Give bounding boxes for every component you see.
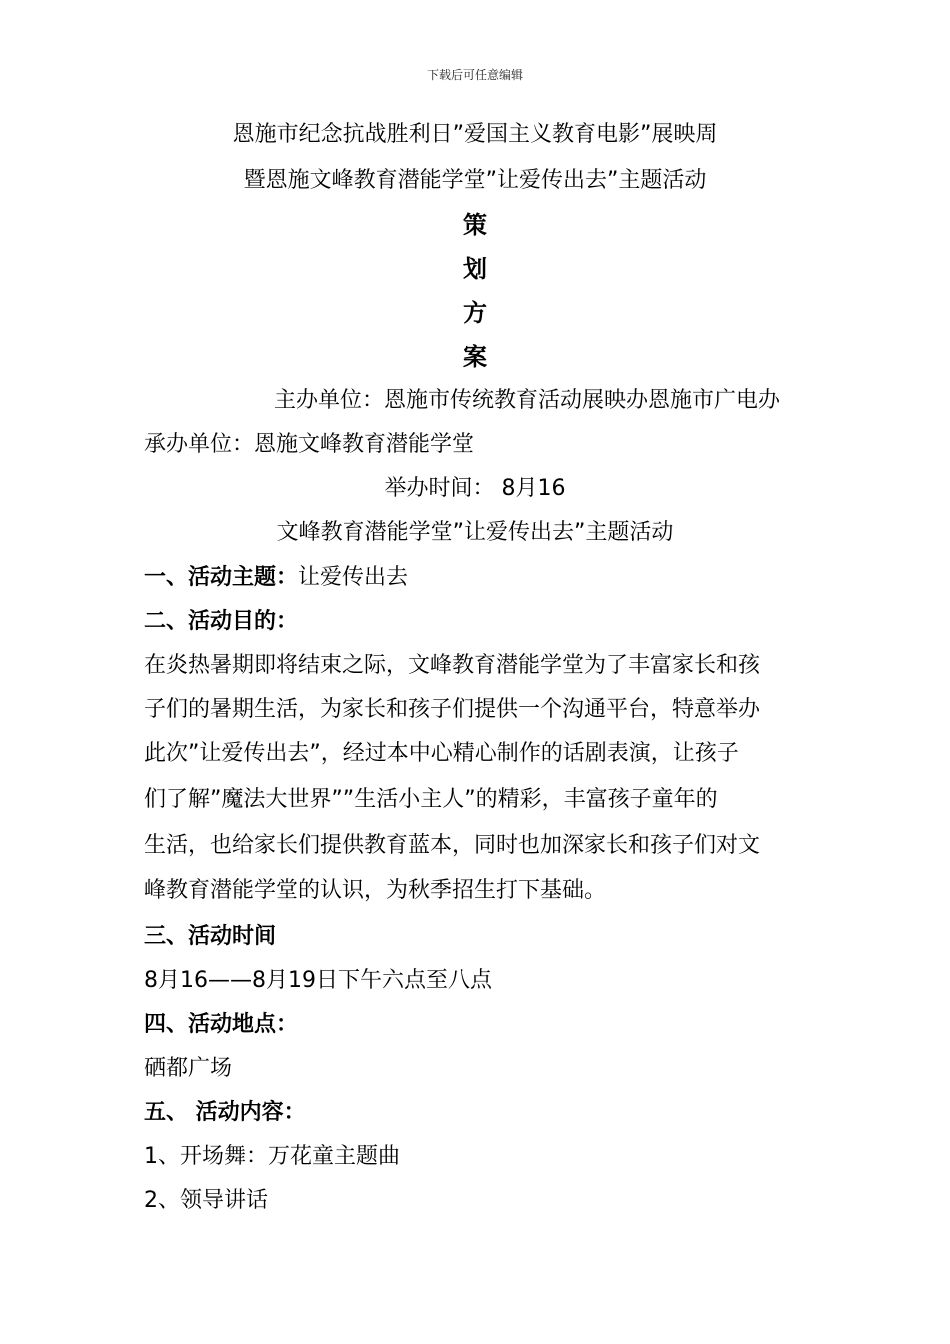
- section-location-value: 硒都广场: [144, 1056, 233, 1081]
- section-time-value: 8月16——8月19日下午六点至八点: [144, 968, 492, 993]
- host-unit: 主办单位：恩施市传统教育活动展映办恩施市广电办: [274, 388, 781, 413]
- plan-char-2: 划: [463, 255, 487, 283]
- purpose-line: 此次”让爱传出去”，经过本中心精心制作的话剧表演，让孩子: [144, 741, 739, 766]
- title-line-1: 恩施市纪念抗战胜利日”爱国主义教育电影”展映周: [232, 122, 718, 147]
- purpose-line: 在炎热暑期即将结束之际，文峰教育潜能学堂为了丰富家长和孩: [144, 653, 761, 678]
- plan-char-4: 案: [463, 343, 487, 371]
- plan-char-1: 策: [463, 211, 487, 239]
- plan-char-3: 方: [463, 299, 487, 327]
- event-time: 举办时间： 8月16: [384, 476, 566, 501]
- page-header: 下载后可任意编辑: [426, 68, 523, 82]
- section-theme-label: 一、活动主题：: [144, 565, 299, 590]
- section-purpose-heading: 二、活动目的：: [144, 609, 299, 634]
- event-subtitle: 文峰教育潜能学堂”让爱传出去”主题活动: [276, 520, 674, 545]
- section-theme: [144, 563, 408, 593]
- section-theme-value: 让爱传出去: [298, 565, 409, 590]
- purpose-line: 们了解”魔法大世界””生活小主人”的精彩，丰富孩子童年的: [144, 787, 718, 812]
- section-time-heading: 三、活动时间: [144, 924, 277, 949]
- organizer-unit: 承办单位：恩施文峰教育潜能学堂: [144, 432, 475, 457]
- purpose-line: 子们的暑期生活，为家长和孩子们提供一个沟通平台，特意举办: [144, 697, 761, 722]
- content-item: 2、领导讲话: [144, 1188, 268, 1213]
- title-line-2: 暨恩施文峰教育潜能学堂”让爱传出去”主题活动: [243, 168, 707, 193]
- section-content-heading: 五、 活动内容：: [144, 1100, 306, 1125]
- purpose-line: 峰教育潜能学堂的认识，为秋季招生打下基础。: [144, 878, 607, 903]
- content-item: 1、开场舞：万花童主题曲: [144, 1144, 400, 1169]
- purpose-line: 生活，也给家长们提供教育蓝本，同时也加深家长和孩子们对文: [144, 833, 761, 858]
- section-location-heading: 四、活动地点：: [144, 1012, 299, 1037]
